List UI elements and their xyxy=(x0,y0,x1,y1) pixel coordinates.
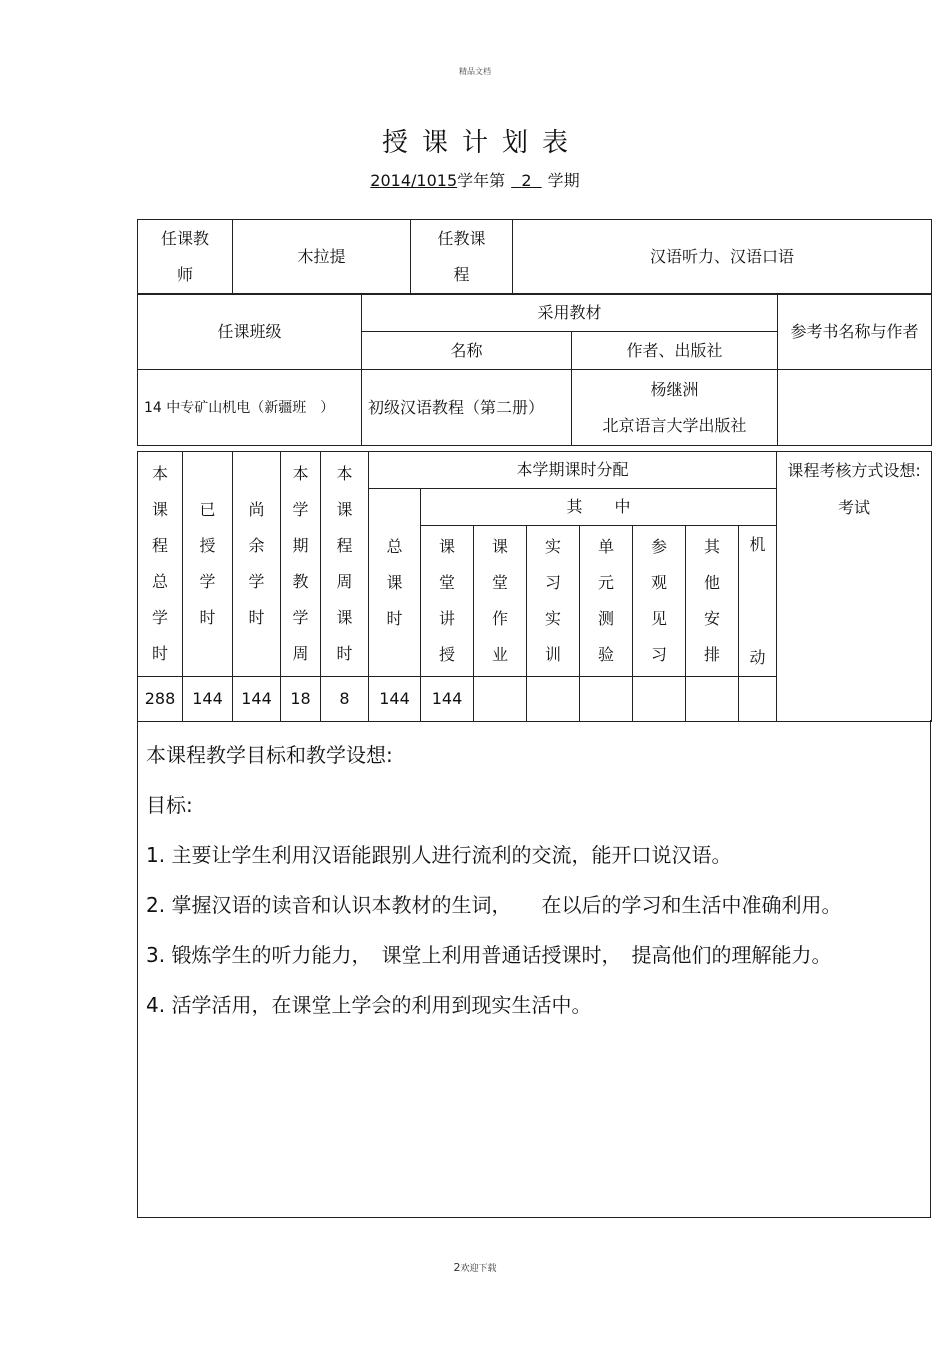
goals-sub: 目标: xyxy=(146,793,193,817)
sub-col-flexible xyxy=(739,526,777,677)
page-title: 授课计划表 xyxy=(381,128,582,158)
value-semester-total: 144 xyxy=(369,677,421,722)
goal-item: 1. 主要让学生利用汉语能跟别人进行流利的交流，能开口说汉语。 xyxy=(146,843,732,867)
goal-item: 2. 掌握汉语的读音和认识本教材的生词， 在以后的学习和生活中准确利用。 xyxy=(146,893,842,917)
value-lecture: 144 xyxy=(421,677,474,722)
footer xyxy=(0,1261,950,1274)
sub-col-lecture: 课 堂 讲 授 xyxy=(421,526,474,677)
hours-col-weekly: 本 课 程 周 课 时 xyxy=(321,452,369,677)
header-note: 精品文档 xyxy=(459,67,491,76)
sub-col-test: 单 元 测 验 xyxy=(580,526,633,677)
hours-col-remaining: 尚 余 学 时 xyxy=(233,452,281,677)
name-label: 名称 xyxy=(362,332,572,370)
value-taught: 144 xyxy=(183,677,233,722)
sub-col-homework: 课 堂 作 业 xyxy=(474,526,527,677)
author-label: 作者、出版社 xyxy=(572,332,778,370)
author-publisher xyxy=(572,370,778,446)
hours-col-weeks: 本 学 期 教 学 周 xyxy=(281,452,321,677)
assessment-cell xyxy=(777,452,932,722)
total-hours-label: 总 课 时 xyxy=(369,489,421,677)
value-remaining: 144 xyxy=(233,677,281,722)
teacher-label: 任课教师 xyxy=(138,220,233,295)
flexible-label: 机 动 xyxy=(749,535,766,667)
publisher-value: 北京语言大学出版社 xyxy=(602,415,747,435)
footer-text: 欢迎下载 xyxy=(460,1264,497,1274)
teacher-name: 木拉提 xyxy=(233,220,411,295)
goals-heading: 本课程教学目标和教学设想: xyxy=(146,743,393,767)
term-end: 学期 xyxy=(547,171,580,190)
value-practice xyxy=(527,677,580,722)
sub-col-visit: 参 观 见 习 xyxy=(633,526,686,677)
term-mid: 学年第 xyxy=(457,171,506,190)
allocation-label: 本学期课时分配 xyxy=(369,452,777,489)
reference-value xyxy=(778,370,932,446)
sub-col-practice: 实 习 实 训 xyxy=(527,526,580,677)
textbook-table xyxy=(137,293,932,446)
value-total: 288 xyxy=(138,677,183,722)
teacher-course-table xyxy=(137,219,932,295)
hours-col-taught: 已 授 学 时 xyxy=(183,452,233,677)
value-weeks: 18 xyxy=(281,677,321,722)
class-value: 14 中专矿山机电（新疆班 ） xyxy=(138,370,362,446)
assessment-label: 课程考核方式设想: xyxy=(787,461,921,480)
goal-item: 3. 锻炼学生的听力能力， 课堂上利用普通话授课时， 提高他们的理解能力。 xyxy=(146,943,832,967)
academic-year: 2014/1015 xyxy=(370,171,458,190)
among-label: 其 中 xyxy=(421,489,777,526)
goal-item: 4. 活学活用，在课堂上学会的利用到现实生活中。 xyxy=(146,993,592,1017)
value-homework xyxy=(474,677,527,722)
value-visit xyxy=(633,677,686,722)
author-value: 杨继洲 xyxy=(650,379,699,399)
hours-col-total: 本 课 程 总 学 时 xyxy=(138,452,183,677)
value-weekly: 8 xyxy=(321,677,369,722)
term-number: 2 xyxy=(521,171,532,190)
reference-label: 参考书名称与作者 xyxy=(778,294,932,370)
course-name: 汉语听力、汉语口语 xyxy=(513,220,932,295)
value-other xyxy=(686,677,739,722)
value-test xyxy=(580,677,633,722)
hours-table xyxy=(137,451,932,722)
textbook-name: 初级汉语教程（第二册） xyxy=(362,370,572,446)
value-flexible xyxy=(739,677,777,722)
term-line xyxy=(0,168,950,191)
goals-section xyxy=(137,720,931,1218)
assessment-value: 考试 xyxy=(838,498,871,517)
course-label: 任教课程 xyxy=(411,220,513,295)
sub-col-other: 其 他 安 排 xyxy=(686,526,739,677)
class-label: 任课班级 xyxy=(138,294,362,370)
material-label: 采用教材 xyxy=(362,294,778,332)
page-number: 2 xyxy=(453,1261,461,1274)
